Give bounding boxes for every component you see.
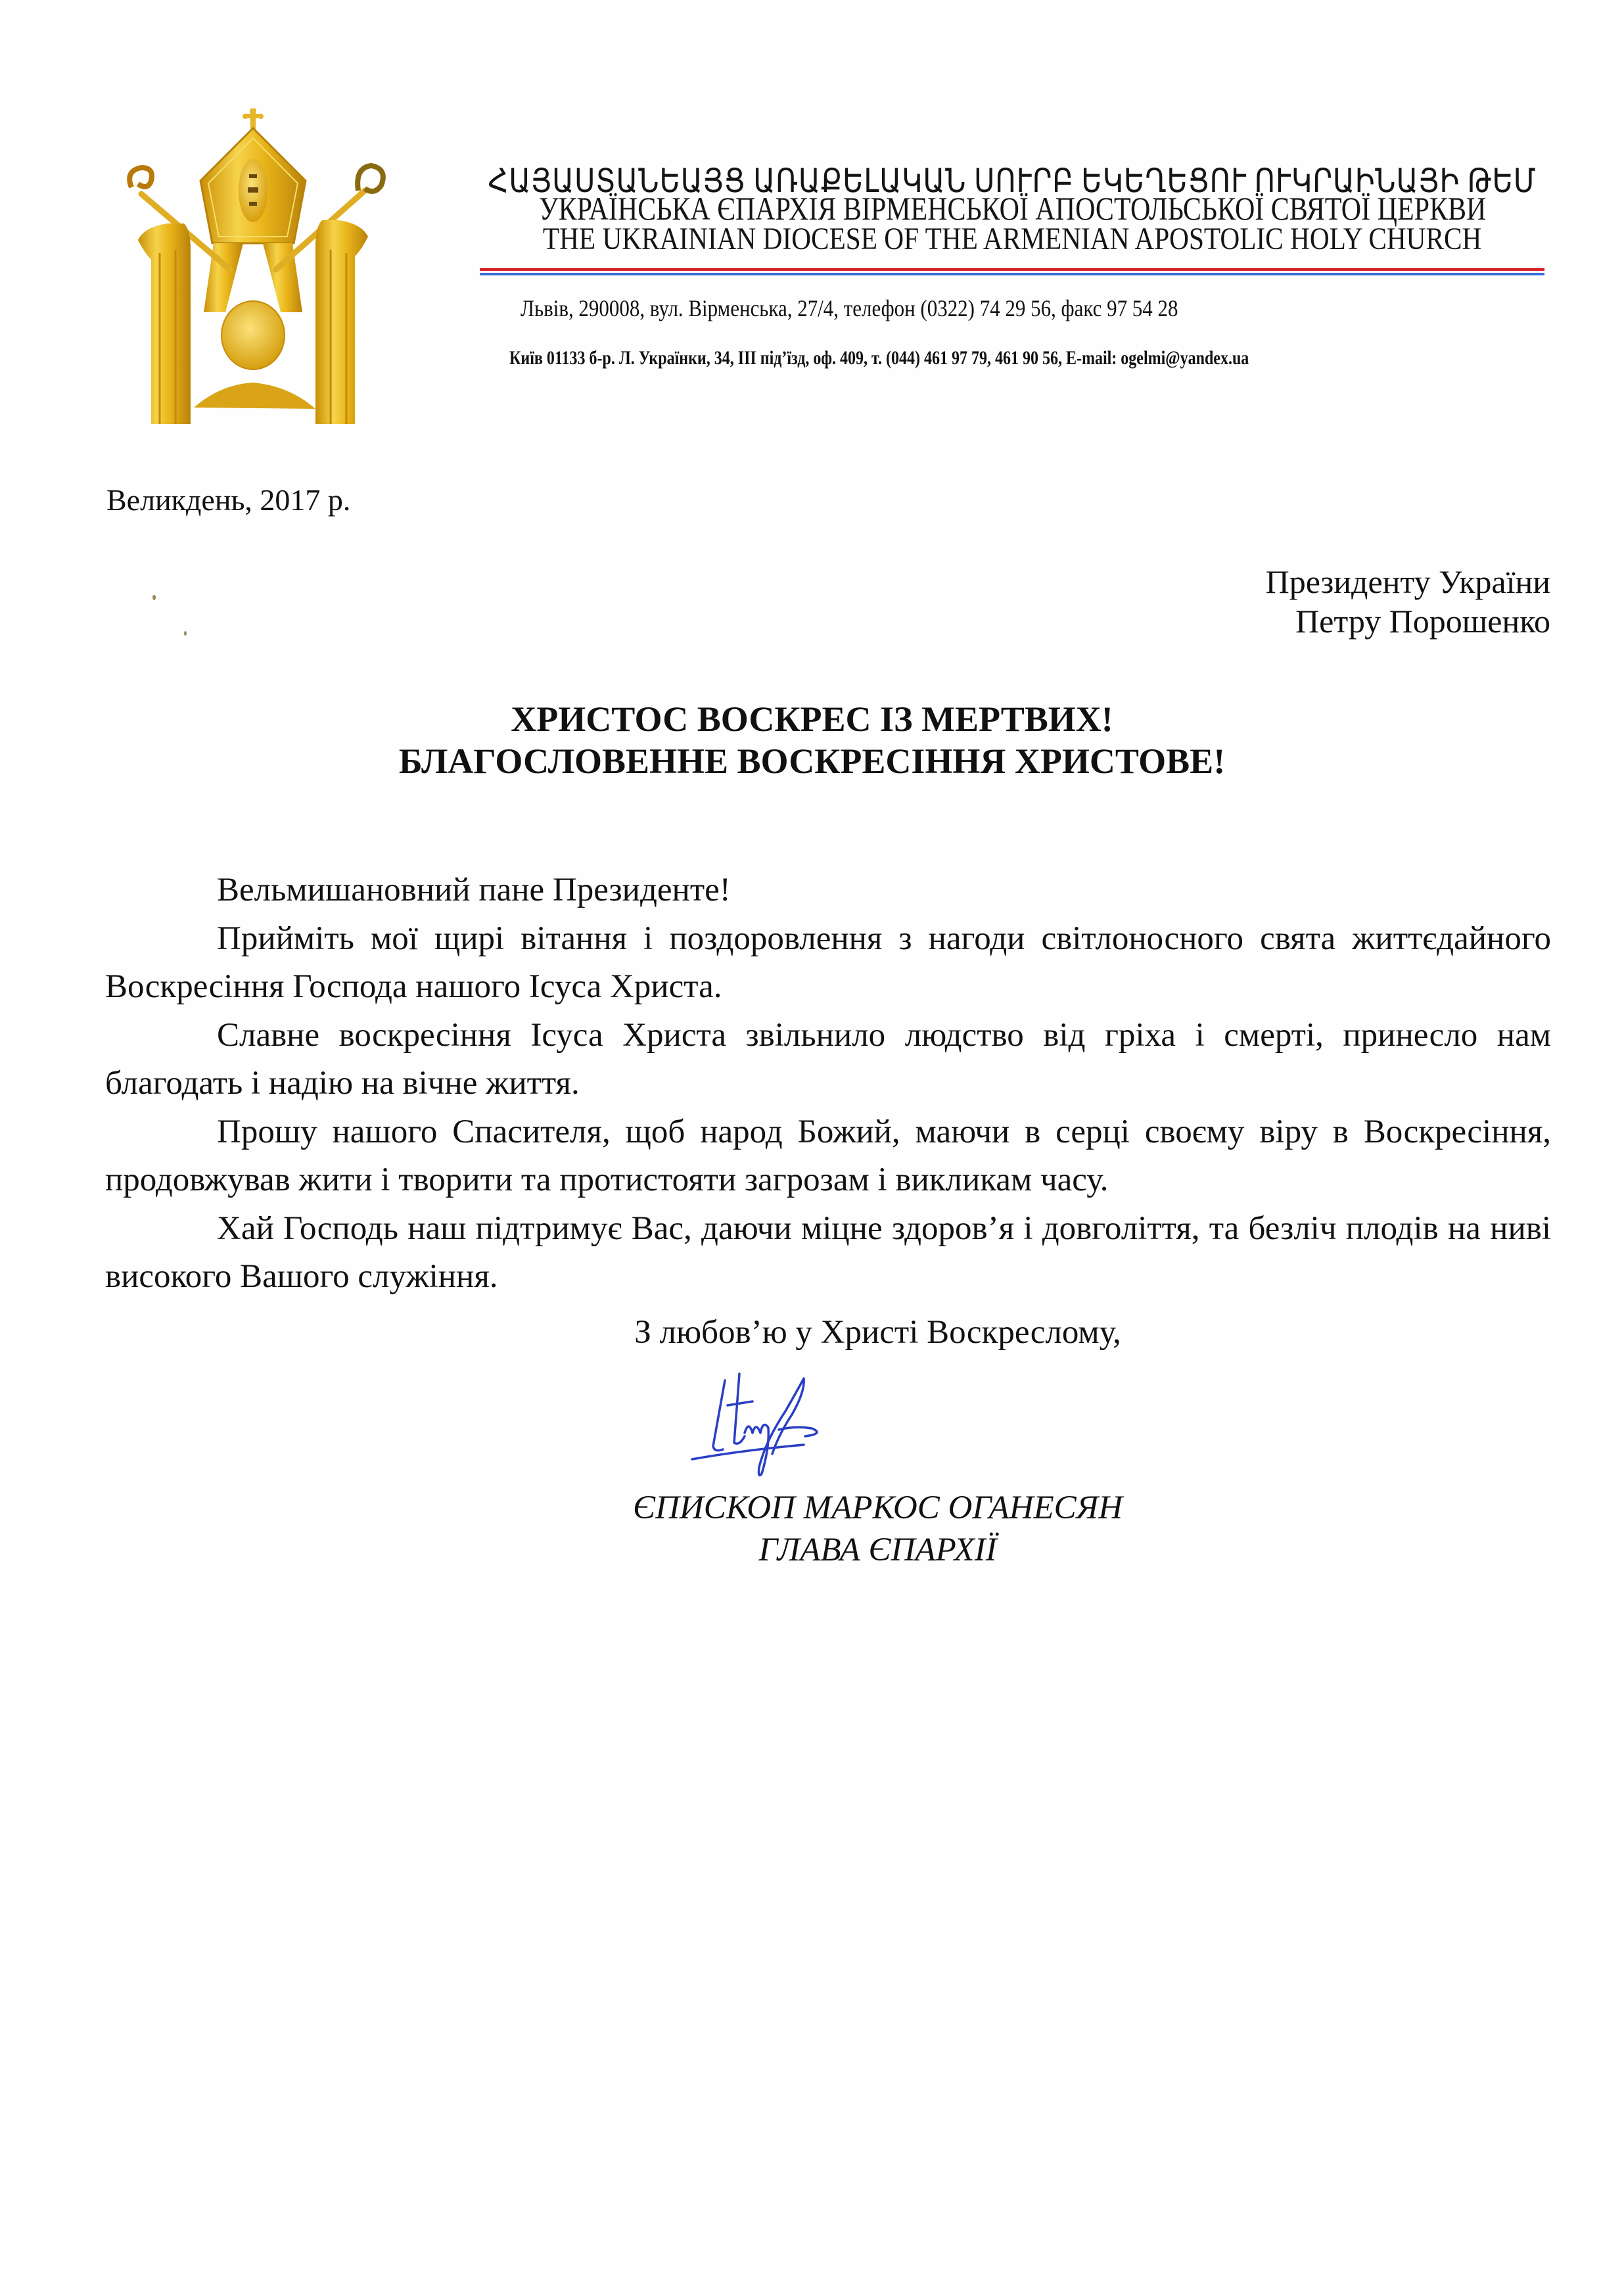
greeting-line-2: БЛАГОСЛОВЕННЕ ВОСКРЕСІННЯ ХРИСТОВЕ! (398, 741, 1226, 781)
body-paragraph: Прийміть мої щирі вітання і поздоровлення з нагоди світлоносного свята життєдайного Воскресіння Господа нашого Ісуса Христа. (105, 920, 1551, 1005)
body-paragraph: Славне воскресіння Ісуса Христа звільнило людство від гріха і смерті, принесло нам благодать і надію на вічне життя. (105, 1016, 1551, 1102)
salutation: Вельмишановний пане Президенте! (217, 872, 731, 908)
signer-name: ЄПИСКОП МАРКОС ОГАНЕСЯН (632, 1489, 1123, 1526)
letterhead-title-armenian: ՀԱՅԱՍՏԱՆԵԱՅՑ ԱՌԱՔԵԼԱԿԱՆ ՍՈՒՐԲ ԵԿԵՂԵՑՈՒ ՈՒԿՐԱԻՆԱՅԻ ԹԵՄ (488, 162, 1537, 199)
recipient-line-2: Петру Порошенко (1295, 603, 1550, 640)
handwritten-signature (687, 1354, 845, 1486)
letterhead-title-ukrainian: УКРАЇНСЬКА ЄПАРХІЯ ВІРМЕНСЬКОЇ АПОСТОЛЬСЬКОЇ СВЯТОЇ ЦЕРКВИ (538, 190, 1487, 227)
host-circle (221, 301, 285, 369)
diocese-emblem-logo (115, 108, 391, 437)
scan-speck (184, 631, 187, 636)
letter-date: Великдень, 2017 р. (106, 483, 351, 517)
crozier-head-left-icon (129, 168, 152, 187)
crozier-head-right-icon (358, 166, 383, 191)
closing-line: З любов’ю у Христі Воскреслому, (634, 1314, 1121, 1351)
letter-body (105, 866, 1551, 1301)
signer-title: ГЛАВА ЄПАРХІЇ (758, 1532, 997, 1568)
body-paragraph: Прошу нашого Спасителя, щоб народ Божий, маючи в серці своєму віру в Воскресіння, продовжував жити і творити та протистояти загрозам і викликам часу. (105, 1113, 1551, 1198)
address-lviv: Львів, 290008, вул. Вірменська, 27/4, телефон (0322) 74 29 56, факс 97 54 28 (521, 295, 1178, 321)
letterhead-tricolor-rule (480, 268, 1544, 276)
address-kyiv: Київ 01133 б-р. Л. Українки, 34, III під’їзд, оф. 409, т. (044) 461 97 79, 461 90 56, E-mail: ogelmi@yandex.ua (509, 347, 1249, 369)
signer-block (0, 1487, 1624, 1571)
letterhead-title-english: THE UKRAINIAN DIOCESE OF THE ARMENIAN APOSTOLIC HOLY CHURCH (542, 222, 1482, 256)
body-paragraph: Хай Господь наш підтримує Вас, даючи міцне здоров’я і довголіття, та безліч плодів на ниві високого Вашого служіння. (105, 1209, 1551, 1295)
recipient-block (1266, 562, 1550, 641)
scan-speck (152, 595, 156, 600)
greeting-heading (0, 698, 1624, 782)
recipient-line-1: Президенту України (1265, 563, 1550, 600)
greeting-line-1: ХРИСТОС ВОСКРЕС ІЗ МЕРТВИХ! (511, 699, 1113, 739)
